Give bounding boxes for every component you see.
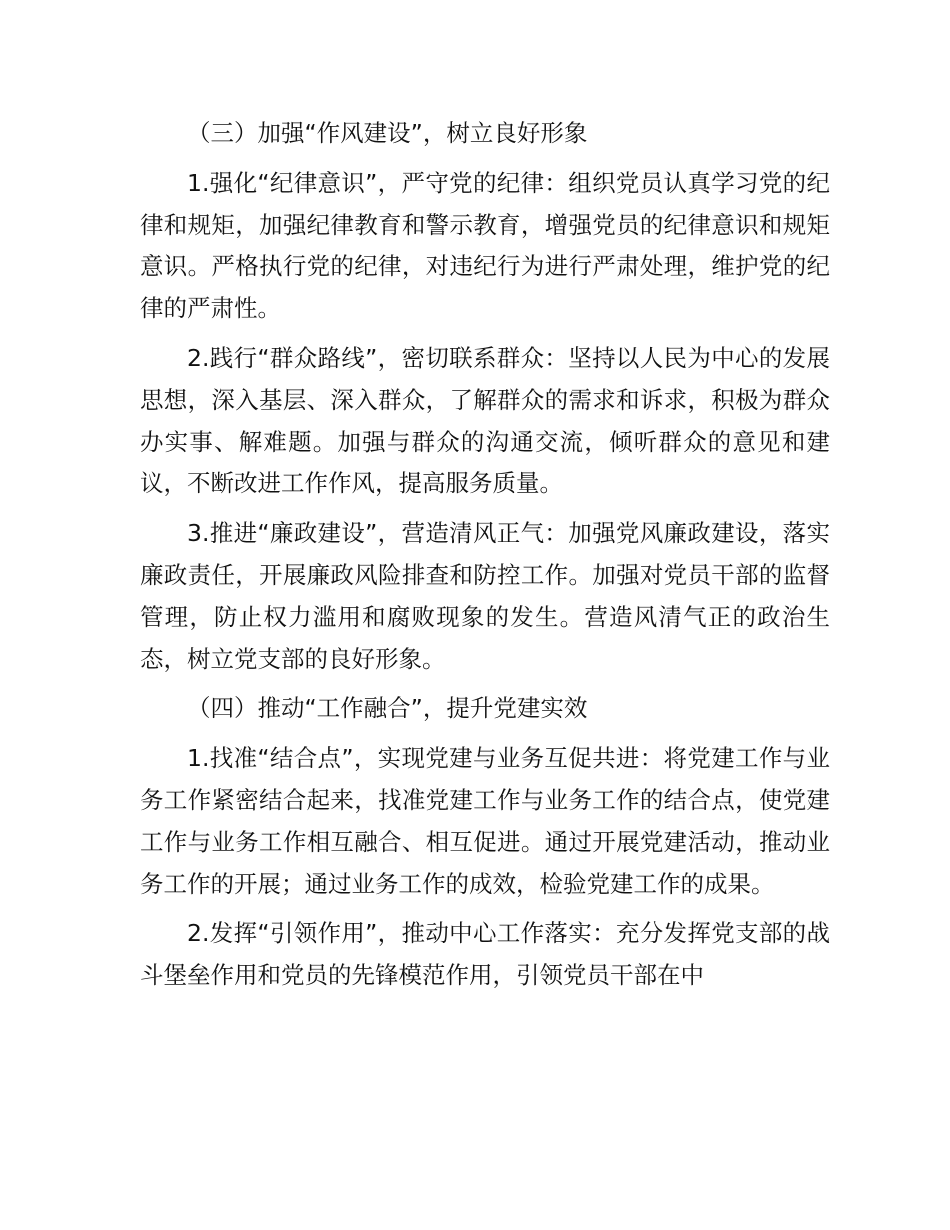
document-body xyxy=(140,113,830,997)
paragraph-leading-role: 2.发挥“引领作用”，推动中心工作落实：充分发挥党支部的战斗堡垒作用和党员的先锋模范作用，引领党员干部在中 xyxy=(140,919,830,990)
section-heading-3: （三）加强“作风建设”，树立良好形象 xyxy=(187,119,588,147)
paragraph-integrity: 3.推进“廉政建设”，营造清风正气：加强党风廉政建设，落实廉政责任，开展廉政风险排查和防控工作。加强对党员干部的监督管理，防止权力滥用和腐败现象的发生。营造风清气正的政治生态，树立党支部的良好形象。 xyxy=(140,519,830,673)
paragraph-discipline: 1.强化“纪律意识”，严守党的纪律：组织党员认真学习党的纪律和规矩，加强纪律教育和警示教育，增强党员的纪律意识和规矩意识。严格执行党的纪律，对违纪行为进行严肃处理，维护党的纪律的严肃性。 xyxy=(140,168,830,323)
paragraph-integration: 1.找准“结合点”，实现党建与业务互促共进：将党建工作与业务工作紧密结合起来，找准党建工作与业务工作的结合点，使党建工作与业务工作相互融合、相互促进。通过开展党建活动，推动业务工作的开展；通过业务工作的成效，检验党建工作的成果。 xyxy=(140,744,830,898)
section-heading-4: （四）推动“工作融合”，提升党建实效 xyxy=(187,694,588,723)
paragraph-mass-line: 2.践行“群众路线”，密切联系群众：坚持以人民为中心的发展思想，深入基层、深入群众，了解群众的需求和诉求，积极为群众办实事、解难题。加强与群众的沟通交流，倾听群众的意见和建议，不断改进工作作风，提高服务质量。 xyxy=(140,343,830,498)
